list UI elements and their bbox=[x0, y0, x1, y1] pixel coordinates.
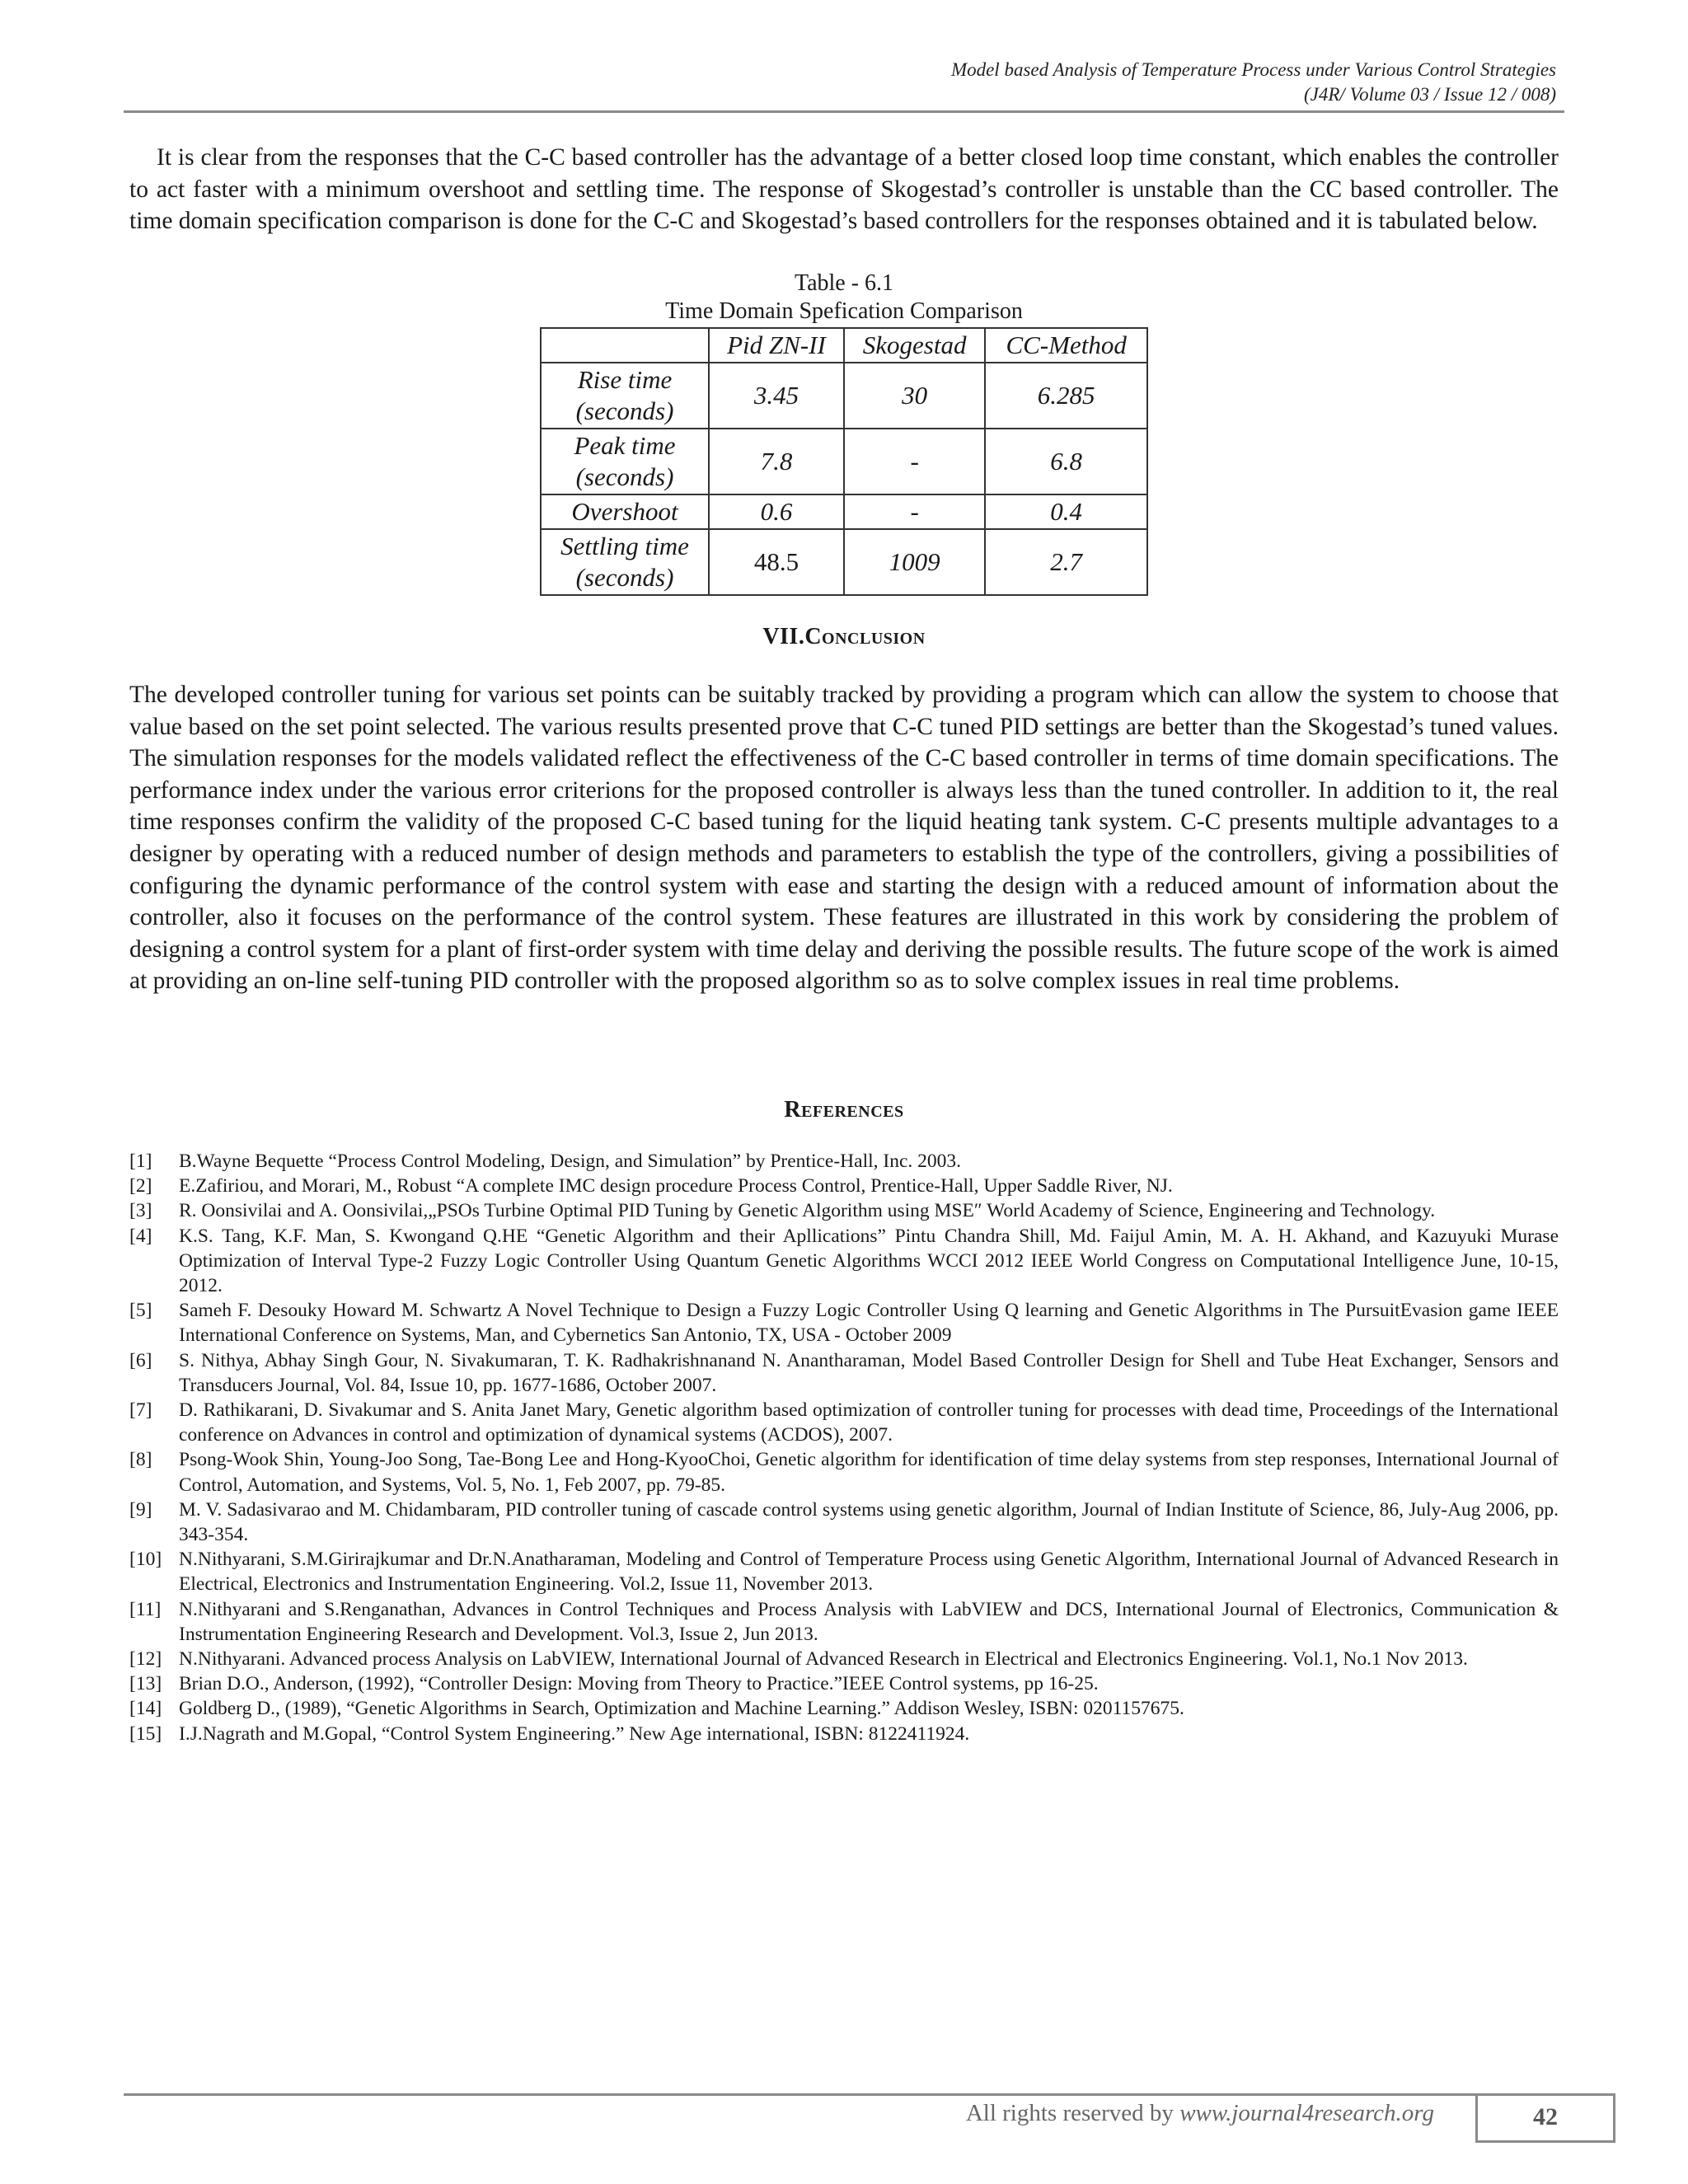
column-header: CC-Method bbox=[985, 328, 1147, 363]
table-caption-number: Table - 6.1 bbox=[794, 270, 894, 296]
footer-website-link[interactable]: www.journal4research.org bbox=[1179, 2100, 1434, 2126]
footer-rights bbox=[824, 2100, 1434, 2127]
time-domain-comparison-table bbox=[540, 327, 1148, 596]
table-row bbox=[541, 429, 1147, 494]
table-caption-title: Time Domain Spefication Comparison bbox=[665, 298, 1023, 324]
table-cell: 1009 bbox=[844, 529, 985, 595]
table-row bbox=[541, 529, 1147, 595]
reference-list bbox=[129, 1149, 1559, 1746]
header-title: Model based Analysis of Temperature Process under Various Control Strategies bbox=[950, 59, 1556, 80]
intro-paragraph: It is clear from the responses that the C-C based controller has the advantage of a better closed loop time constant, which enables the controller to act faster with a minimum overshoot and settling time. The response of Skogestad’s controller is unstable than the CC based controller. The time domain specification comparison is done for the C-C and Skogestad’s based controllers for the responses obtained and it is tabulated below. bbox=[129, 144, 1559, 235]
header-citation: (J4R/ Volume 03 / Issue 12 / 008) bbox=[1304, 84, 1556, 105]
reference-item: [6] S. Nithya, Abhay Singh Gour, N. Sivakumaran, T. K. Radhakrishnanand N. Anantharaman, Model Based Controller Design for Shell and Tube Heat Exchanger, Sensors and Transducers Journal, Vol. 84, Issue 10, pp. 1677-1686, October 2007. bbox=[129, 1349, 1559, 1396]
header-rule bbox=[124, 110, 1564, 113]
row-label: Overshoot bbox=[541, 494, 709, 529]
footer-rule bbox=[124, 2093, 1475, 2096]
reference-item: [12] N.Nithyarani. Advanced process Analysis on LabVIEW, International Journal of Advanced Research in Electrical and Electronics Engineering. Vol.1, No.1 Nov 2013. bbox=[129, 1648, 1468, 1671]
table-cell: 6.8 bbox=[985, 429, 1147, 494]
table-cell: 0.4 bbox=[985, 494, 1147, 529]
table-corner-cell bbox=[541, 328, 709, 363]
table-cell: 7.8 bbox=[709, 429, 844, 494]
table-cell: - bbox=[844, 494, 985, 529]
table-cell: - bbox=[844, 429, 985, 494]
table-cell: 30 bbox=[844, 363, 985, 429]
table-row bbox=[541, 494, 1147, 529]
reference-item: [10] N.Nithyarani, S.M.Girirajkumar and Dr.N.Anatharaman, Modeling and Control of Temperature Process using Genetic Algorithm, International Journal of Advanced Research in Electrical, Electronics and Instrumentation Engineering. Vol.2, Issue 11, November 2013. bbox=[129, 1549, 1559, 1596]
reference-item: [5] Sameh F. Desouky Howard M. Schwartz A Novel Technique to Design a Fuzzy Logic Controller Using Q learning and Genetic Algorithms in The PursuitEvasion game IEEE International Conference on Systems, Man, and Cybernetics San Antonio, TX, USA - October 2009 bbox=[129, 1300, 1559, 1347]
running-header bbox=[857, 58, 1556, 107]
reference-item: [4] K.S. Tang, K.F. Man, S. Kwongand Q.HE “Genetic Algorithm and their Apllications” Pintu Chandra Shill, Md. Faijul Amin, M. A. H. Akhand, and Kazuyuki Murase Optimization of Interval Type-2 Fuzzy Logic Controller Using Quantum Genetic Algorithms WCCI 2012 IEEE World Congress on Computational Intelligence June, 10-15, 2012. bbox=[129, 1225, 1559, 1297]
row-label: Peak time (seconds) bbox=[541, 429, 709, 494]
reference-item: [7] D. Rathikarani, D. Sivakumar and S. Anita Janet Mary, Genetic algorithm based optimization of controller tuning for processes with dead time, Proceedings of the International conference on Advances in control and optimization of dynamical systems (ACDOS), 2007. bbox=[129, 1399, 1559, 1446]
table-cell: 6.285 bbox=[985, 363, 1147, 429]
conclusion-heading: VII.Conclusion bbox=[762, 624, 926, 649]
reference-item: [14] Goldberg D., (1989), “Genetic Algorithms in Search, Optimization and Machine Learning.” Addison Wesley, ISBN: 0201157675. bbox=[129, 1698, 1184, 1720]
table-cell: 2.7 bbox=[985, 529, 1147, 595]
column-header: Pid ZN-II bbox=[709, 328, 844, 363]
reference-item: [8] Psong-Wook Shin, Young-Joo Song, Tae-Bong Lee and Hong-KyooChoi, Genetic algorithm for identification of time delay systems from step responses, International Journal of Control, Automation, and Systems, Vol. 5, No. 1, Feb 2007, pp. 79-85. bbox=[129, 1449, 1559, 1496]
table-cell: 48.5 bbox=[709, 529, 844, 595]
column-header: Skogestad bbox=[844, 328, 985, 363]
reference-item: [3] R. Oonsivilai and A. Oonsivilai,„PSOs Turbine Optimal PID Tuning by Genetic Algorithm using MSE″ World Academy of Science, Engineering and Technology. bbox=[129, 1200, 1436, 1222]
table-header-row bbox=[541, 328, 1147, 363]
reference-item: [13] Brian D.O., Anderson, (1992), “Controller Design: Moving from Theory to Practice.”IEEE Control systems, pp 16-25. bbox=[129, 1673, 1099, 1695]
table-cell: 3.45 bbox=[709, 363, 844, 429]
reference-item: [1] B.Wayne Bequette “Process Control Modeling, Design, and Simulation” by Prentice-Hall, Inc. 2003. bbox=[129, 1151, 962, 1172]
conclusion-paragraph: The developed controller tuning for various set points can be suitably tracked by providing a program which can allow the system to choose that value based on the set point selected. The various results presented prove that C-C tuned PID settings are better than the Skogestad’s tuned values. The simulation responses for the models validated reflect the effectiveness of the C-C based controller in terms of time domain specifications. The performance index under the various error criterions for the proposed controller is always less than the tuned controller. In addition to it, the real time responses confirm the validity of the proposed C-C based tuning for the liquid heating tank system. C-C presents multiple advantages to a designer by operating with a reduced number of design methods and parameters to establish the type of the controllers, giving a possibilities of configuring the dynamic performance of the control system with ease and starting the design with a reduced amount of information about the controller, also it focuses on the performance of the control system. These features are illustrated in this work by considering the problem of designing a control system for a plant of first-order system with time delay and deriving the possible results. The future scope of the work is aimed at providing an on-line self-tuning PID controller with the proposed algorithm so as to solve complex issues in real time problems. bbox=[129, 682, 1559, 995]
footer-rights-text: All rights reserved by bbox=[965, 2100, 1174, 2126]
reference-item: [11] N.Nithyarani and S.Renganathan, Advances in Control Techniques and Process Analysis with LabVIEW and DCS, International Journal of Electronics, Communication & Instrumentation Engineering Research and Development. Vol.3, Issue 2, Jun 2013. bbox=[129, 1598, 1559, 1645]
reference-item: [15] I.J.Nagrath and M.Gopal, “Control System Engineering.” New Age international, ISBN: 8122411924. bbox=[129, 1722, 970, 1745]
reference-item: [9] M. V. Sadasivarao and M. Chidambaram, PID controller tuning of cascade control systems using genetic algorithm, Journal of Indian Institute of Science, 86, July-Aug 2006, pp. 343-354. bbox=[129, 1498, 1559, 1546]
reference-item: [2] E.Zafiriou, and Morari, M., Robust “A complete IMC design procedure Process Control, Prentice-Hall, Upper Saddle River, NJ. bbox=[129, 1175, 1173, 1197]
row-label: Settling time (seconds) bbox=[541, 529, 709, 595]
references-heading: References bbox=[784, 1097, 904, 1122]
page-number: 42 bbox=[1475, 2093, 1615, 2143]
table-row bbox=[541, 363, 1147, 429]
row-label: Rise time (seconds) bbox=[541, 363, 709, 429]
table-cell: 0.6 bbox=[709, 494, 844, 529]
